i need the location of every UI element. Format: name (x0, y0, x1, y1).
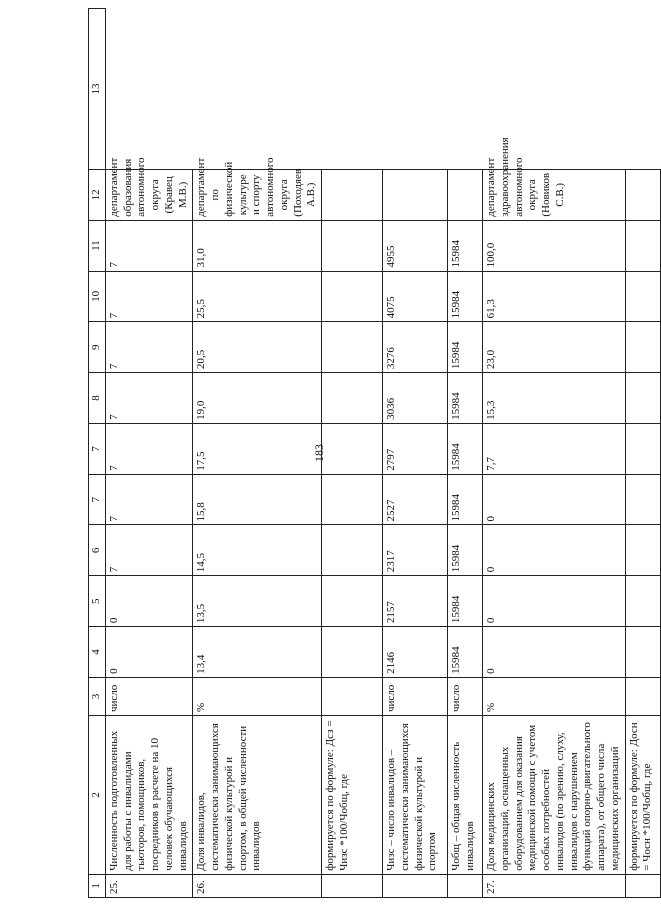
indicator-name-cell: Доля медицинских организаций, оснащенных оборудованием для оказания медицинской помощи с учетом особых потребностей инвалидов (по зрению, слуху, инвалидов с нарушением функций опорно-двигательного аппарата), от общего числа медицинских организаций (483, 715, 626, 874)
unit-cell (625, 677, 660, 715)
value-cell: 15984 (448, 627, 483, 678)
table-row (625, 9, 660, 898)
department-cell: департамент по физической культуре и спорту автономного округа (Походяев А.В.) (193, 169, 322, 220)
header-cell: 12 (89, 169, 106, 220)
indicators-table-wrap (88, 8, 654, 898)
header-cell: 4 (89, 627, 106, 678)
value-cell: 100,0 (483, 220, 626, 271)
value-cell (625, 373, 660, 424)
value-cell (322, 474, 383, 525)
indicator-name-cell: формируется по формуле: Досн = Чосн *100/Чобщ, где (625, 715, 660, 874)
value-cell: 2527 (383, 474, 448, 525)
unit-cell: число (448, 677, 483, 715)
header-cell: 3 (89, 677, 106, 715)
indicator-name-cell: Чизс – число инвалидов – систематически занимающихся физической культурой и спортом (383, 715, 448, 874)
department-cell (383, 169, 448, 220)
header-cell: 7 (89, 423, 106, 474)
value-cell: 2797 (383, 423, 448, 474)
header-row (89, 9, 106, 898)
indicator-name-cell: Численность подготовленных для работы с инвалидами тьюторов, помощников, посредников в расчете на 10 человек обучающихся инвалидов (105, 715, 193, 874)
value-cell: 15984 (448, 322, 483, 373)
value-cell (625, 423, 660, 474)
value-cell: 2157 (383, 576, 448, 627)
header-cell: 7 (89, 474, 106, 525)
value-cell: 4075 (383, 271, 448, 322)
value-cell: 14,5 (193, 525, 322, 576)
unit-cell: % (483, 677, 626, 715)
value-cell: 7 (105, 474, 193, 525)
value-cell (322, 576, 383, 627)
table-row (483, 9, 626, 898)
value-cell: 17,5 (193, 423, 322, 474)
header-cell: 9 (89, 322, 106, 373)
department-cell (625, 169, 660, 220)
row-number-cell (448, 874, 483, 897)
value-cell (625, 220, 660, 271)
value-cell: 20,5 (193, 322, 322, 373)
department-cell (448, 169, 483, 220)
row-number-cell (625, 874, 660, 897)
value-cell: 4955 (383, 220, 448, 271)
header-cell: 1 (89, 874, 106, 897)
value-cell: 7 (105, 322, 193, 373)
value-cell (322, 423, 383, 474)
value-cell (322, 525, 383, 576)
table-rotor (88, 8, 654, 898)
value-cell: 15984 (448, 525, 483, 576)
value-cell: 0 (483, 627, 626, 678)
indicator-name-cell: Чобщ – общая численность инвалидов (448, 715, 483, 874)
row-number-cell: 25. (105, 874, 193, 897)
value-cell: 7 (105, 271, 193, 322)
row-number-cell: 26. (193, 874, 322, 897)
value-cell: 15,3 (483, 373, 626, 424)
value-cell: 15984 (448, 423, 483, 474)
value-cell: 0 (105, 627, 193, 678)
header-cell: 6 (89, 525, 106, 576)
value-cell (322, 220, 383, 271)
value-cell: 15984 (448, 576, 483, 627)
value-cell: 25,5 (193, 271, 322, 322)
department-cell: департамент здравоохранения автономного округа (Новиков С.В.) (483, 169, 626, 220)
value-cell: 15984 (448, 474, 483, 525)
value-cell: 23,0 (483, 322, 626, 373)
value-cell (625, 474, 660, 525)
indicators-table (88, 8, 661, 898)
table-row (193, 9, 322, 898)
header-cell: 8 (89, 373, 106, 424)
value-cell (625, 576, 660, 627)
unit-cell: число (383, 677, 448, 715)
value-cell: 15984 (448, 220, 483, 271)
value-cell: 31,0 (193, 220, 322, 271)
indicator-name-cell: Доля инвалидов, систематически занимающихся физической культурой и спортом, в общей численности инвалидов (193, 715, 322, 874)
table-row (383, 9, 448, 898)
value-cell: 7 (105, 220, 193, 271)
value-cell: 7,7 (483, 423, 626, 474)
value-cell: 15984 (448, 373, 483, 424)
unit-cell (322, 677, 383, 715)
value-cell: 7 (105, 373, 193, 424)
department-cell (322, 169, 383, 220)
header-cell: 5 (89, 576, 106, 627)
value-cell (322, 322, 383, 373)
value-cell (322, 271, 383, 322)
value-cell: 0 (105, 576, 193, 627)
value-cell: 2317 (383, 525, 448, 576)
header-cell: 2 (89, 715, 106, 874)
value-cell: 3276 (383, 322, 448, 373)
value-cell: 2146 (383, 627, 448, 678)
value-cell (322, 627, 383, 678)
value-cell: 15,8 (193, 474, 322, 525)
value-cell: 19,0 (193, 373, 322, 424)
value-cell (625, 525, 660, 576)
header-cell: 11 (89, 220, 106, 271)
value-cell (625, 271, 660, 322)
unit-cell: число (105, 677, 193, 715)
value-cell: 13,4 (193, 627, 322, 678)
value-cell (322, 373, 383, 424)
table-row (105, 9, 193, 898)
page-number: 183 (312, 444, 326, 462)
row-number-cell (383, 874, 448, 897)
table-row (448, 9, 483, 898)
value-cell: 15984 (448, 271, 483, 322)
value-cell: 0 (483, 525, 626, 576)
table-row (322, 9, 383, 898)
value-cell: 0 (483, 474, 626, 525)
value-cell: 7 (105, 423, 193, 474)
indicator-name-cell: формируется по формуле: Дсз = Чизс *100/Чобщ, где (322, 715, 383, 874)
header-cell: 10 (89, 271, 106, 322)
header-cell: 13 (89, 9, 106, 170)
value-cell (625, 627, 660, 678)
unit-cell: % (193, 677, 322, 715)
value-cell: 3036 (383, 373, 448, 424)
value-cell: 61,3 (483, 271, 626, 322)
value-cell: 0 (483, 576, 626, 627)
value-cell: 13,5 (193, 576, 322, 627)
value-cell (625, 322, 660, 373)
value-cell: 7 (105, 525, 193, 576)
row-number-cell (322, 874, 383, 897)
row-number-cell: 27. (483, 874, 626, 897)
department-cell: департамент образования автономного округа (Кравец М.В.) (105, 169, 193, 220)
